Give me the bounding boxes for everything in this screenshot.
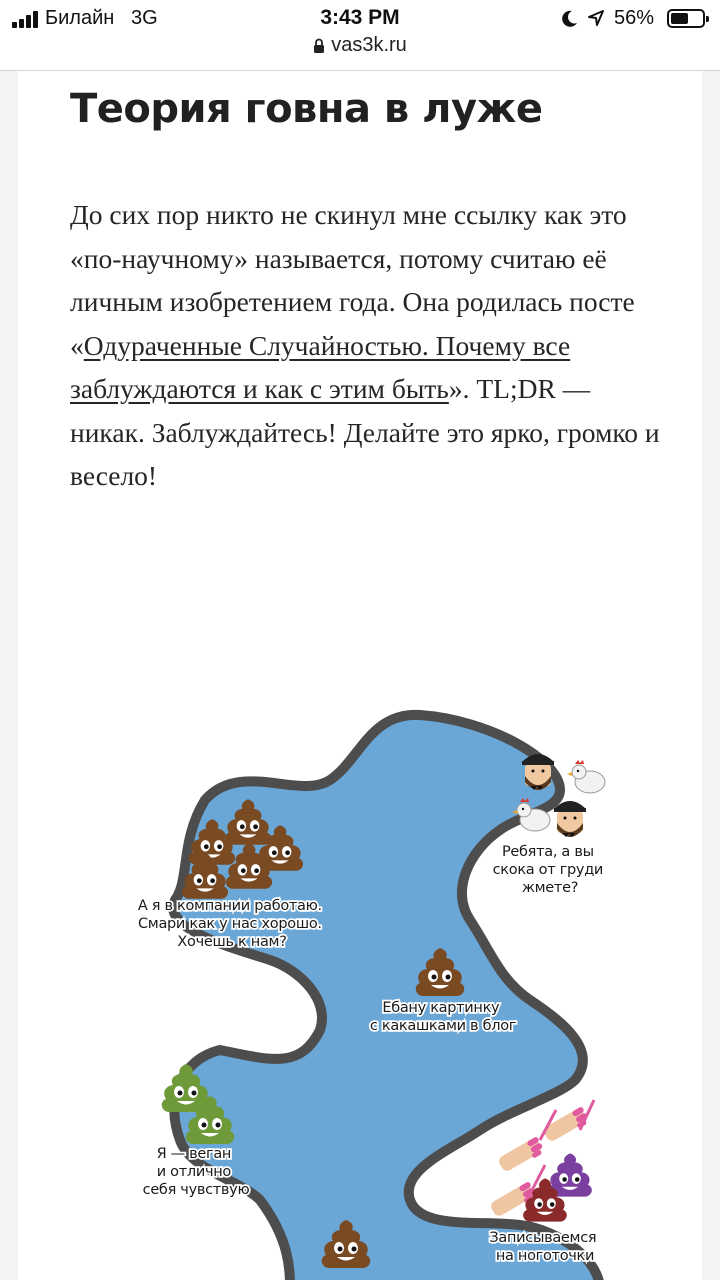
blog-caption: Ебану картинку с какашками в блог	[369, 1000, 517, 1034]
url-text: vas3k.ru	[331, 34, 407, 56]
puddle-illustration	[0, 690, 720, 1280]
address-bar[interactable]	[0, 32, 720, 68]
gym-caption: Ребята, а вы скока от груди жмете?	[492, 844, 604, 896]
lock-icon	[313, 38, 325, 53]
battery-percent: 56%	[614, 7, 655, 29]
vegan-caption: Я — веган и отлично себя чувствую	[142, 1146, 250, 1198]
article-title: Теория говна в луже	[70, 86, 543, 132]
network-type: 3G	[130, 7, 158, 29]
article-paragraph	[70, 193, 670, 498]
book-post-link[interactable]: Одураченные Случайностью. Почему все заблуждаются и как с этим быть	[70, 329, 571, 404]
status-time: 3:43 PM	[320, 6, 400, 29]
paragraph-text-after: ». TL;DR — никак. Заблуждайтесь! Делайте это ярко, громко и весело!	[70, 373, 660, 491]
location-arrow-icon	[586, 8, 606, 28]
nails-caption: Записываемся на ноготочки	[489, 1230, 597, 1264]
paragraph-text-before: До сих пор никто не скинул мне ссылку как это «по-научному» называется, потому считаю её личным изобретением года. Она родилась посте «	[70, 199, 635, 361]
battery-icon	[667, 9, 705, 28]
moon-icon	[560, 8, 580, 28]
company-caption: А я в компании работаю. Смари как у нас хорошо. Хочешь к нам?	[137, 898, 322, 950]
carrier-name: Билайн	[45, 7, 115, 29]
